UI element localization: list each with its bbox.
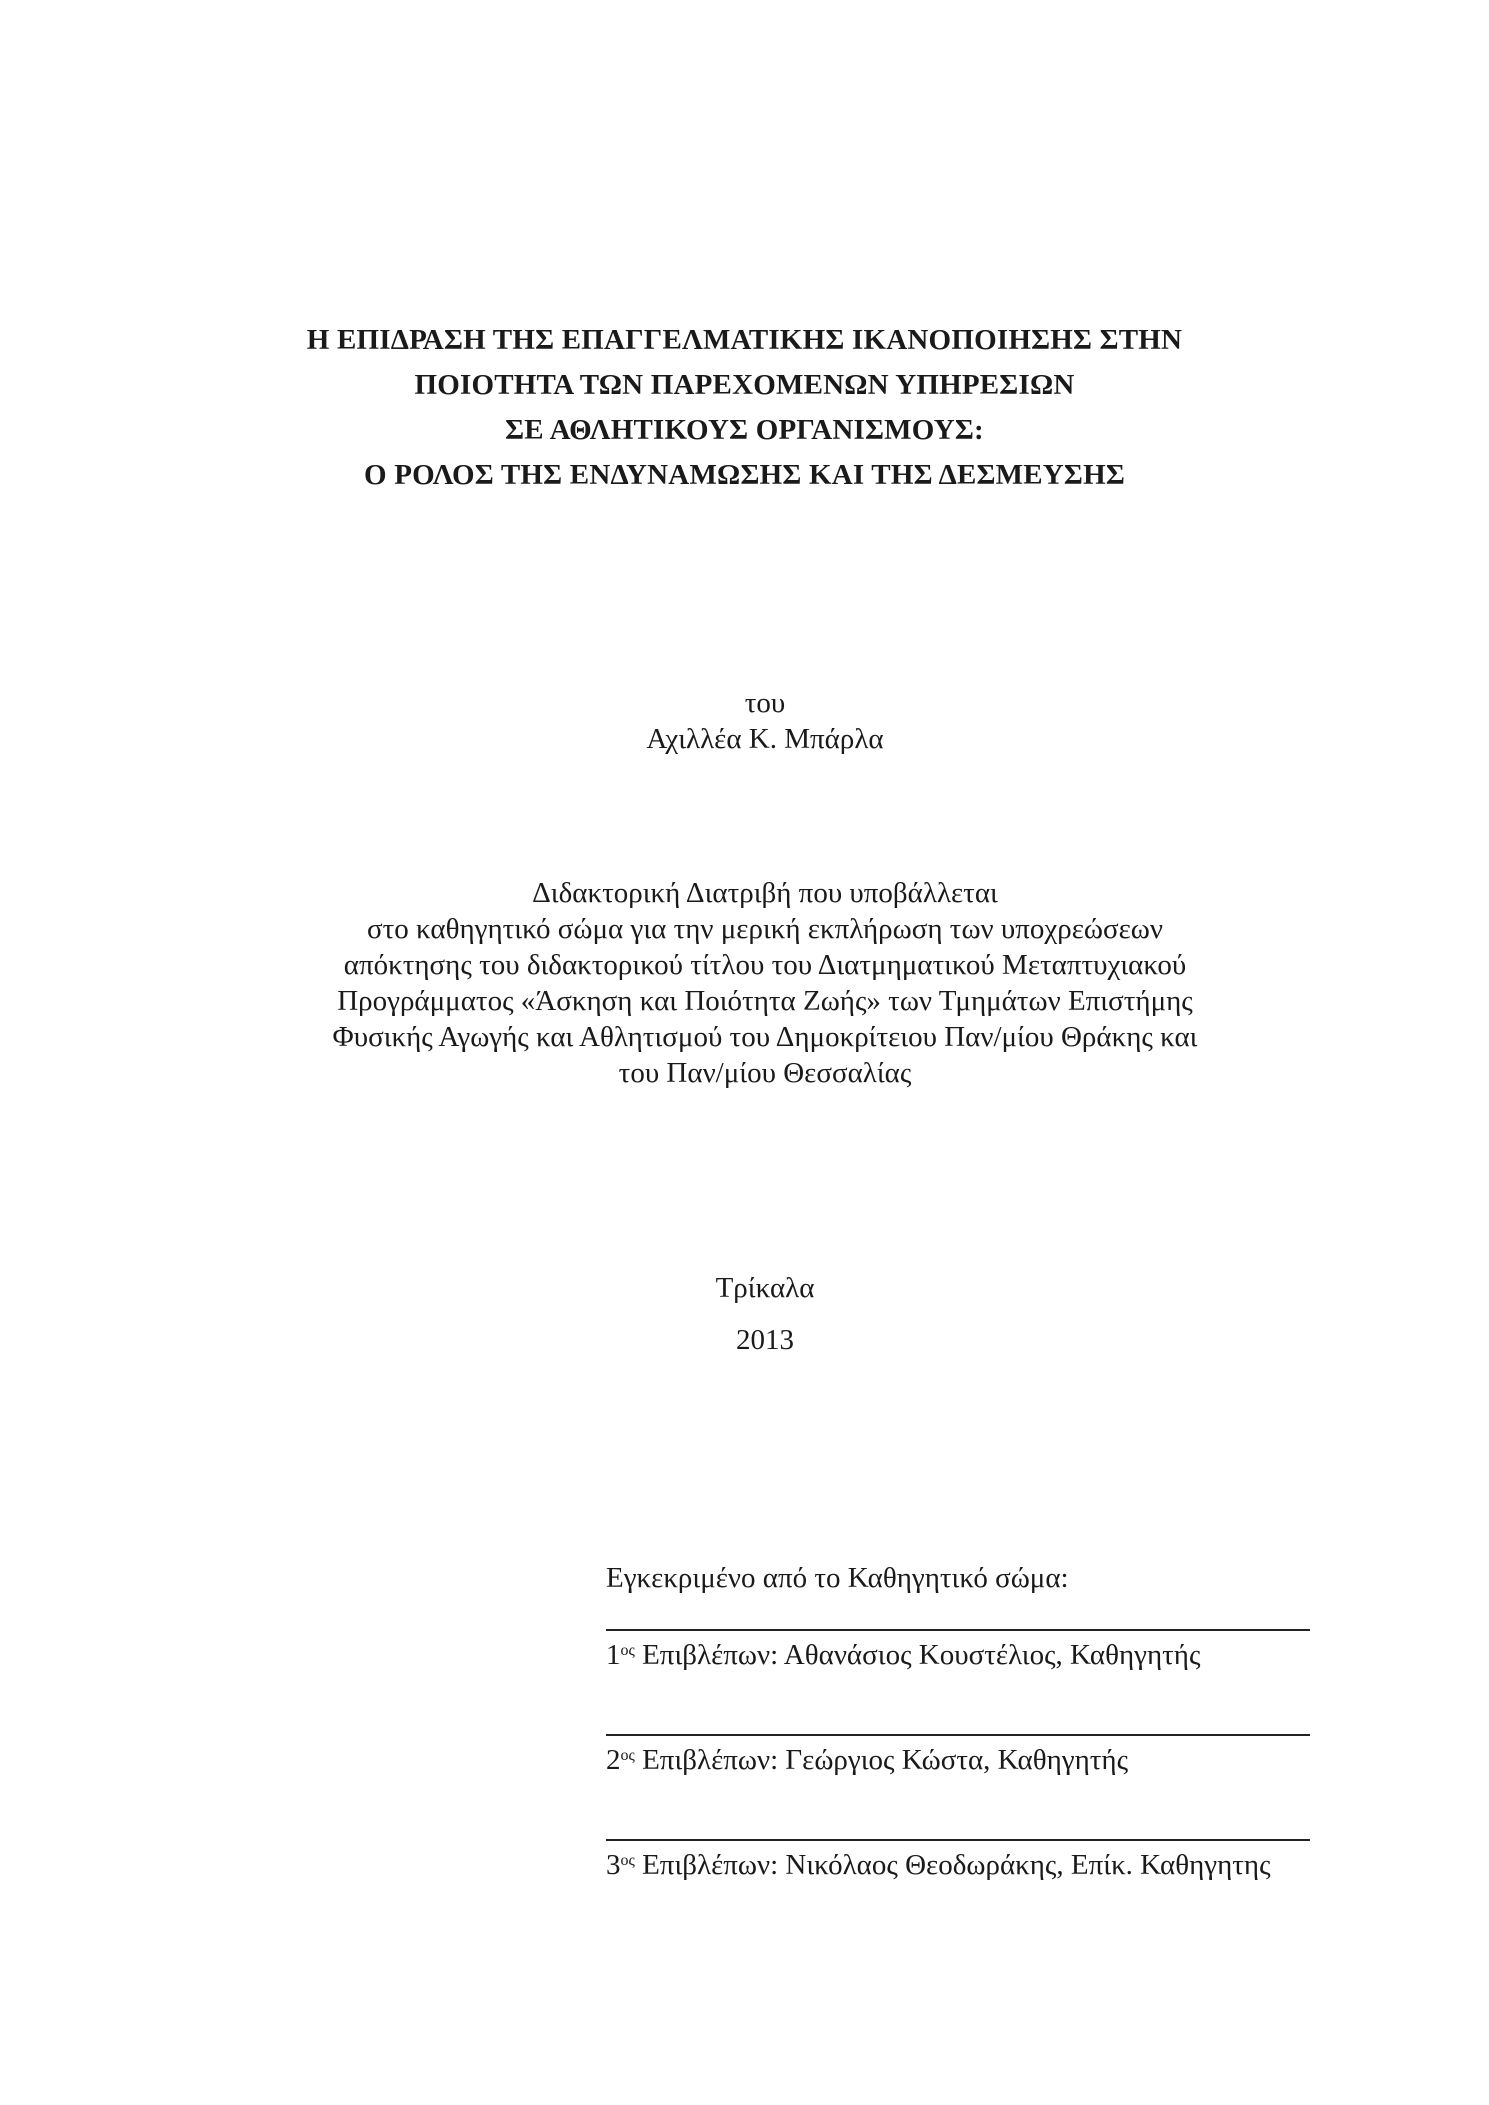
title-line-4: Ο ΡΟΛΟΣ ΤΗΣ ΕΝΔΥΝΑΜΩΣΗΣ ΚΑΙ ΤΗΣ ΔΕΣΜΕΥΣΗΣ xyxy=(363,459,1126,491)
author-prefix: του xyxy=(744,687,786,719)
supervisor-2-text: Επιβλέπων: Γεώργιος Κώστα, Καθηγητής xyxy=(634,1744,1129,1776)
title-line-3: ΣΕ ΑΘΛΗΤΙΚΟΥΣ ΟΡΓΑΝΙΣΜΟΥΣ: xyxy=(505,414,984,446)
supervisor-1 xyxy=(606,1637,1326,1673)
supervisor-3-ordinal: ος xyxy=(620,1852,635,1869)
thesis-description xyxy=(0,875,1489,1091)
supervisor-1-ordinal: ος xyxy=(620,1642,635,1659)
description-line-6: του Παν/μίου Θεσσαλίας xyxy=(618,1057,912,1089)
description-line-2: στο καθηγητικό σώμα για την μερική εκπλήρωση των υποχρεώσεων xyxy=(366,913,1164,945)
approval-heading: Εγκεκριμένο από το Καθηγητικό σώμα: xyxy=(606,1562,1069,1594)
approval-committee xyxy=(606,1560,1326,1883)
signature-line-1 xyxy=(606,1629,1310,1631)
supervisor-2 xyxy=(606,1742,1326,1778)
description-line-4: Προγράμματος «Άσκηση και Ποιότητα Ζωής» των Τμημάτων Επιστήμης xyxy=(337,985,1193,1017)
place-date-block xyxy=(0,1262,1489,1366)
supervisor-3-number: 3 xyxy=(606,1849,621,1881)
thesis-title xyxy=(0,318,1489,498)
description-line-3: απόκτησης του διδακτορικού τίτλου του Διατμηματικού Μεταπτυχιακού xyxy=(343,949,1187,981)
supervisor-2-ordinal: ος xyxy=(620,1747,635,1764)
title-line-1: Η ΕΠΙΔΡΑΣΗ ΤΗΣ ΕΠΑΓΓΕΛΜΑΤΙΚΗΣ ΙΚΑΝΟΠΟΙΗΣΗΣ ΣΤΗΝ xyxy=(306,324,1183,356)
supervisor-3-text: Επιβλέπων: Νικόλαος Θεοδωράκης, Επίκ. Καθηγητης xyxy=(634,1849,1271,1881)
description-line-5: Φυσικής Αγωγής και Αθλητισμού του Δημοκρίτειου Παν/μίου Θράκης και xyxy=(332,1021,1198,1053)
description-line-1: Διδακτορική Διατριβή που υποβάλλεται xyxy=(532,877,998,909)
title-line-2: ΠΟΙΟΤΗΤΑ ΤΩΝ ΠΑΡΕΧΟΜΕΝΩΝ ΥΠΗΡΕΣΙΩΝ xyxy=(414,369,1075,401)
year: 2013 xyxy=(736,1324,794,1356)
supervisor-1-number: 1 xyxy=(606,1639,621,1671)
signature-line-2 xyxy=(606,1734,1310,1736)
supervisor-1-text: Επιβλέπων: Αθανάσιος Κουστέλιος, Καθηγητής xyxy=(634,1639,1201,1671)
city: Τρίκαλα xyxy=(715,1272,815,1304)
author-block xyxy=(0,685,1489,757)
author-name: Αχιλλέα Κ. Μπάρλα xyxy=(646,723,884,755)
signature-line-3 xyxy=(606,1839,1310,1841)
supervisor-2-number: 2 xyxy=(606,1744,621,1776)
supervisor-3 xyxy=(606,1847,1326,1883)
